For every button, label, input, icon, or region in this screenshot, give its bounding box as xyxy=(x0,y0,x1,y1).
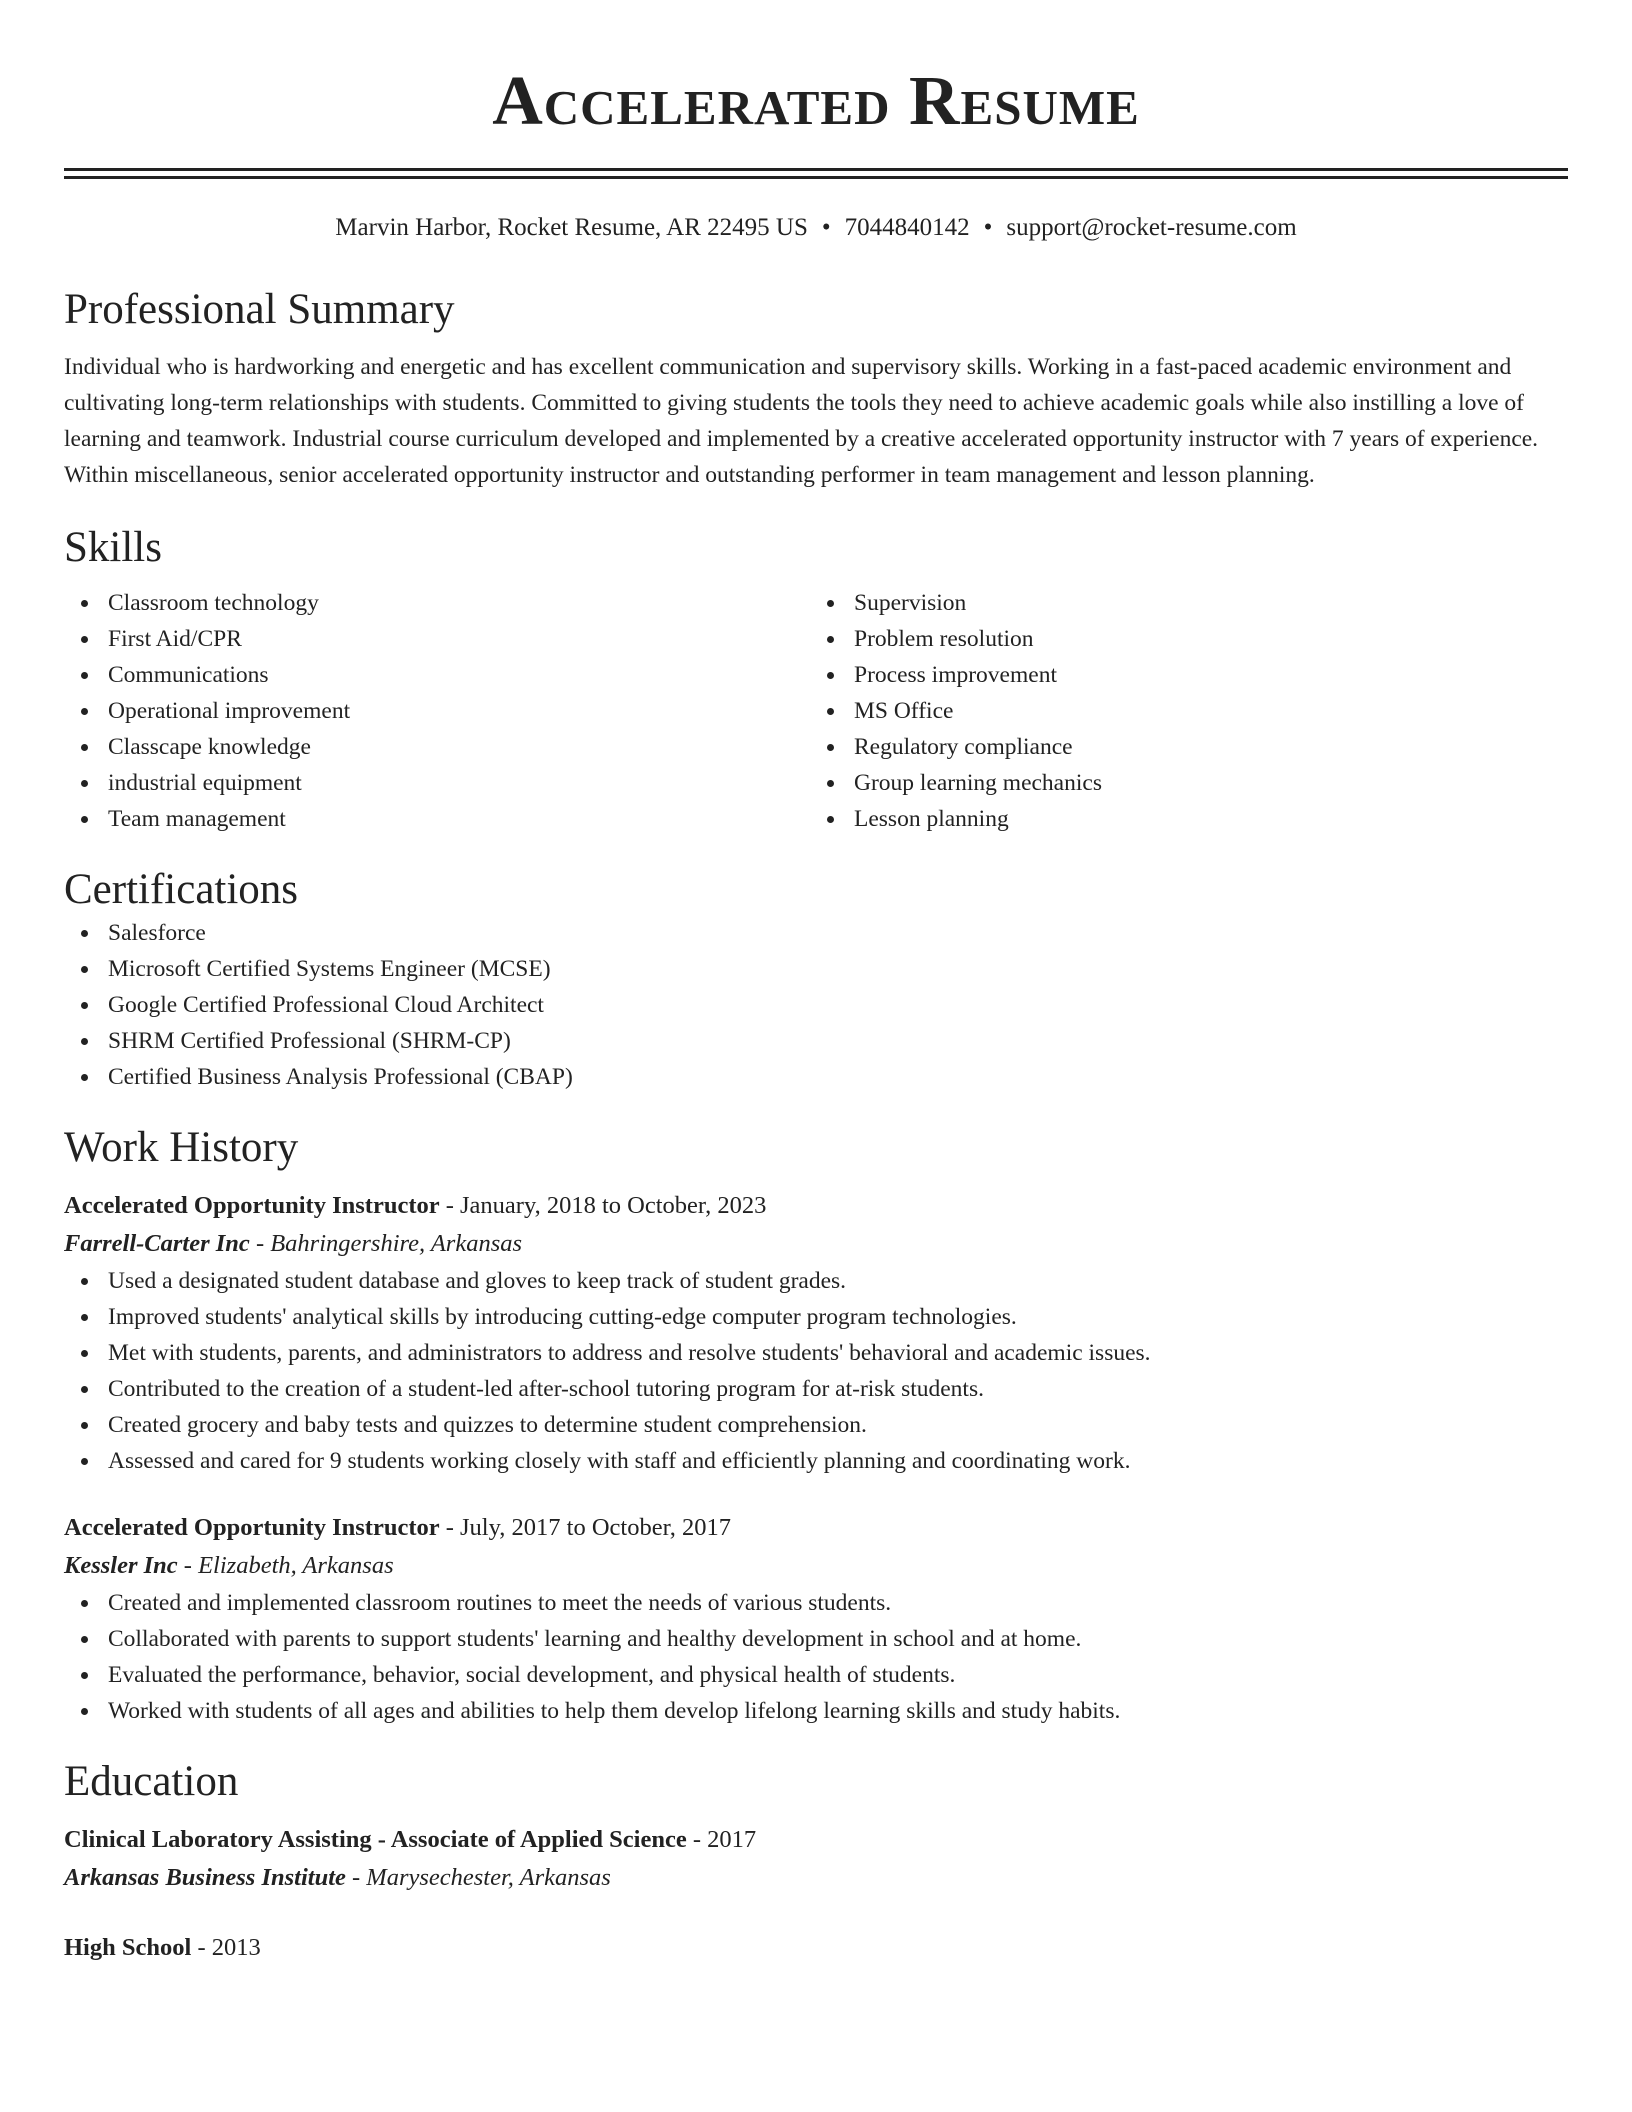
education-heading xyxy=(64,1821,1568,1859)
education-year: - 2017 xyxy=(692,1826,757,1853)
job-bullet: Created and implemented classroom routines to meet the needs of various students. xyxy=(64,1585,1568,1621)
skill-item: industrial equipment xyxy=(64,765,816,801)
skill-item: Classcape knowledge xyxy=(64,729,816,765)
spacer xyxy=(64,1479,1568,1509)
skills-left-column xyxy=(64,585,816,837)
contact-separator: • xyxy=(821,214,831,241)
skill-item: Process improvement xyxy=(810,657,1562,693)
job-company-line xyxy=(64,1225,1568,1263)
education-school-line xyxy=(64,1859,1568,1897)
job-bullet: Met with students, parents, and administrators to address and resolve students' behavioral and academic issues. xyxy=(64,1335,1568,1371)
skill-item: Classroom technology xyxy=(64,585,816,621)
certification-item: Salesforce xyxy=(64,915,1568,951)
contact-separator: • xyxy=(983,214,993,241)
skill-item: First Aid/CPR xyxy=(64,621,816,657)
job-dates: - January, 2018 to October, 2023 xyxy=(445,1192,767,1219)
section-title-summary: Professional Summary xyxy=(64,286,455,333)
job-bullet-list xyxy=(64,1263,1568,1479)
skill-item: Regulatory compliance xyxy=(810,729,1562,765)
job-company-line xyxy=(64,1547,1568,1585)
education-location: - Marysechester, Arkansas xyxy=(352,1864,611,1891)
education-school: Arkansas Business Institute xyxy=(64,1864,346,1891)
education-degree: Clinical Laboratory Assisting - Associate of Applied Science xyxy=(64,1826,687,1853)
job-entry xyxy=(64,1187,1568,1479)
section-title-certifications: Certifications xyxy=(64,866,299,913)
certification-item: Google Certified Professional Cloud Architect xyxy=(64,987,1568,1023)
skill-item: Supervision xyxy=(810,585,1562,621)
job-location: - Bahringershire, Arkansas xyxy=(255,1230,523,1257)
job-heading xyxy=(64,1509,1568,1547)
job-dates: - July, 2017 to October, 2017 xyxy=(445,1514,732,1541)
job-location: - Elizabeth, Arkansas xyxy=(183,1552,394,1579)
skills-grid xyxy=(64,585,1568,837)
section-title-work-history: Work History xyxy=(64,1124,299,1171)
job-heading xyxy=(64,1187,1568,1225)
spacer xyxy=(64,1897,1568,1929)
certification-item: Certified Business Analysis Professional (CBAP) xyxy=(64,1059,1568,1095)
job-company: Kessler Inc xyxy=(64,1552,178,1579)
job-bullet: Collaborated with parents to support students' learning and healthy development in school and at home. xyxy=(64,1621,1568,1657)
certifications-list xyxy=(64,915,1568,1095)
skill-item: Communications xyxy=(64,657,816,693)
section-title-skills: Skills xyxy=(64,524,162,571)
job-role: Accelerated Opportunity Instructor xyxy=(64,1514,440,1541)
resume-name: Accelerated Resume xyxy=(492,63,1140,140)
job-bullet: Contributed to the creation of a student-led after-school tutoring program for at-risk students. xyxy=(64,1371,1568,1407)
certification-item: Microsoft Certified Systems Engineer (MCSE) xyxy=(64,951,1568,987)
job-bullet: Used a designated student database and gloves to keep track of student grades. xyxy=(64,1263,1568,1299)
certification-item: SHRM Certified Professional (SHRM-CP) xyxy=(64,1023,1568,1059)
header-rule-top xyxy=(64,168,1568,171)
section-title-education: Education xyxy=(64,1758,239,1805)
contact-phone: 7044840142 xyxy=(844,214,970,241)
skill-item: Group learning mechanics xyxy=(810,765,1562,801)
skill-item: Lesson planning xyxy=(810,801,1562,837)
contact-address: Marvin Harbor, Rocket Resume, AR 22495 US xyxy=(335,214,808,241)
skills-right-column xyxy=(810,585,1562,837)
job-bullet: Created grocery and baby tests and quizzes to determine student comprehension. xyxy=(64,1407,1568,1443)
education-heading xyxy=(64,1929,1568,1967)
skill-item: Problem resolution xyxy=(810,621,1562,657)
job-bullet: Assessed and cared for 9 students working closely with staff and efficiently planning and coordinating work. xyxy=(64,1443,1568,1479)
job-bullet: Worked with students of all ages and abilities to help them develop lifelong learning skills and study habits. xyxy=(64,1693,1568,1729)
header-rule-bottom xyxy=(64,176,1568,179)
job-entry xyxy=(64,1509,1568,1729)
contact-email: support@rocket-resume.com xyxy=(1006,214,1297,241)
job-bullet: Improved students' analytical skills by introducing cutting-edge computer program technologies. xyxy=(64,1299,1568,1335)
job-bullet-list xyxy=(64,1585,1568,1729)
summary-text: Individual who is hardworking and energetic and has excellent communication and supervisory skills. Working in a fast-paced academic environment and cultivating long-term relationships with students. Committed to giving students the tools they need to achieve academic goals while also instilling a love of learning and teamwork. Industrial course curriculum developed and implemented by a creative accelerated opportunity instructor with 7 years of experience. Within miscellaneous, senior accelerated opportunity instructor and outstanding performer in team management and lesson planning. xyxy=(64,354,1539,488)
education-year: - 2013 xyxy=(197,1934,261,1961)
education-entry xyxy=(64,1929,1568,1967)
job-role: Accelerated Opportunity Instructor xyxy=(64,1192,440,1219)
education-entry xyxy=(64,1821,1568,1897)
contact-line xyxy=(64,213,1568,243)
job-company: Farrell-Carter Inc xyxy=(64,1230,250,1257)
skill-item: Team management xyxy=(64,801,816,837)
skill-item: Operational improvement xyxy=(64,693,816,729)
skill-item: MS Office xyxy=(810,693,1562,729)
education-degree: High School xyxy=(64,1934,192,1961)
job-bullet: Evaluated the performance, behavior, social development, and physical health of students. xyxy=(64,1657,1568,1693)
